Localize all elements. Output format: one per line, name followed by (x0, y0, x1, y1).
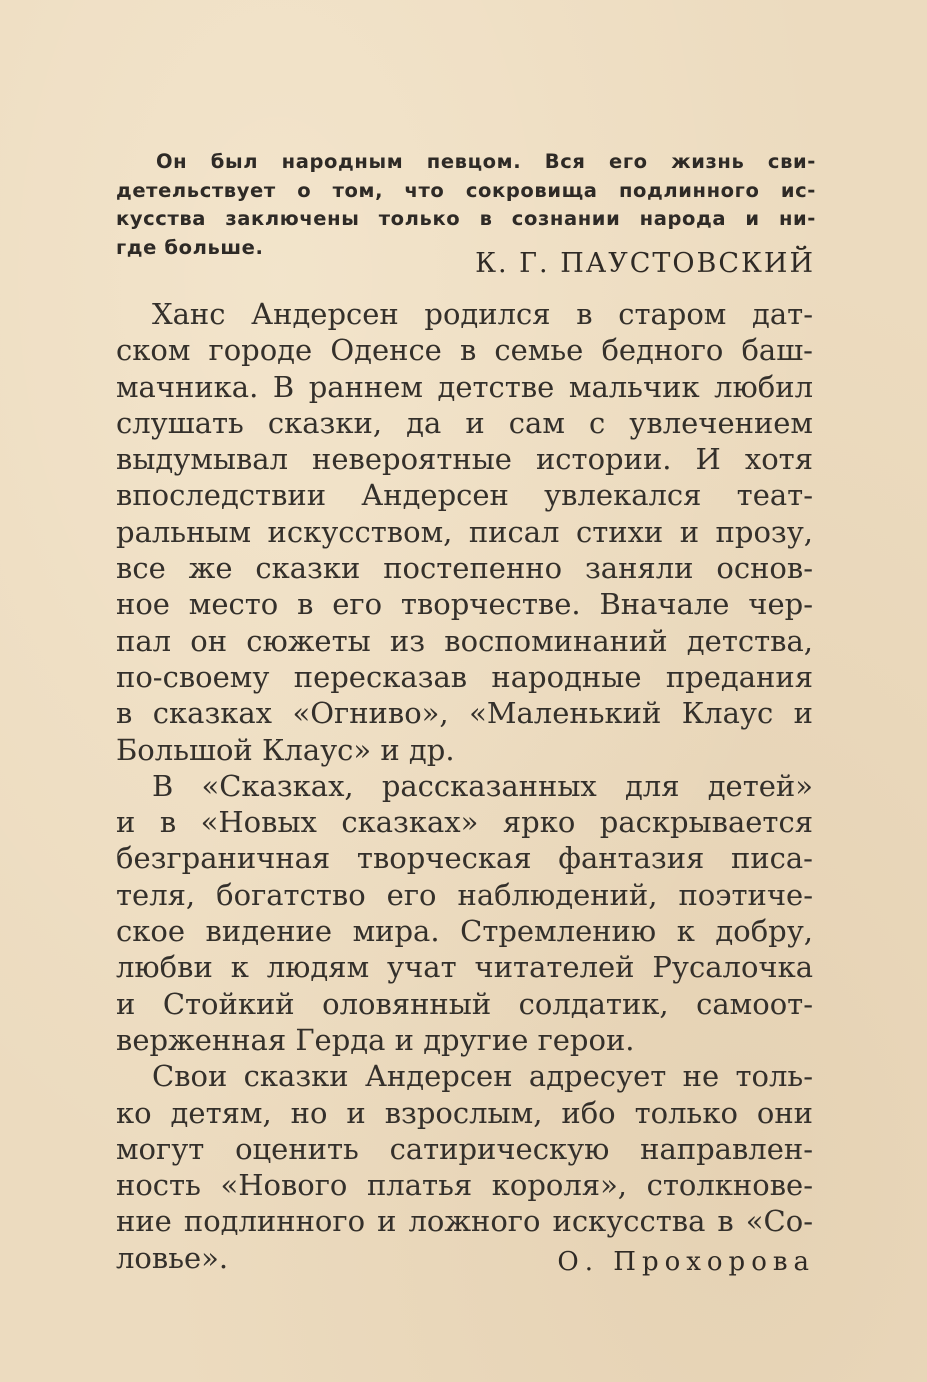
paragraph-line: ское видение мира. Стремлению к добру, (116, 914, 813, 949)
paragraph-line: все же сказки постепенно заняли основ- (116, 551, 813, 586)
epigraph-line: где больше. (116, 235, 264, 259)
paragraph-line: ловье». (116, 1240, 229, 1275)
paragraph-line: могут оценить сатирическую направлен- (116, 1131, 813, 1166)
paragraph-line: впоследствии Андерсен увлекался теат- (116, 478, 813, 513)
paragraph-line: и Стойкий оловянный солдатик, самоот- (116, 986, 813, 1021)
paragraph-line: теля, богатство его наблюдений, поэтиче- (116, 877, 813, 912)
paragraph-line: в сказках «Огниво», «Маленький Клаус и (116, 696, 813, 731)
paragraph-line: пал он сюжеты из воспоминаний детства, (116, 623, 813, 658)
paragraph-line: Большой Клаус» и др. (116, 732, 455, 767)
paragraph-line: по-своему пересказав народные предания (116, 659, 813, 694)
paragraph-line: любви к людям учат читателей Русалочка (116, 950, 813, 985)
paragraph-line: верженная Герда и другие герои. (116, 1022, 635, 1057)
paragraph-line: и в «Новых сказках» ярко раскрывается (116, 805, 813, 840)
epigraph-line: кусства заключены только в сознании народа и ни- (116, 207, 816, 230)
paragraph-line: мачника. В раннем детстве мальчик любил (116, 369, 813, 404)
paragraph-line: выдумывал невероятные истории. И хотя (116, 442, 813, 477)
paragraph-line: ность «Нового платья короля», столкнове- (116, 1168, 813, 1203)
paragraph-line: безграничная творческая фантазия писа- (116, 841, 813, 876)
paragraph-line: ском городе Оденсе в семье бедного баш- (116, 333, 813, 368)
paragraph-line: ние подлинного и ложного искусства в «Со- (116, 1204, 813, 1239)
paragraph-line: Свои сказки Андерсен адресует не толь- (152, 1059, 813, 1094)
epigraph-line: Он был народным певцом. Вся его жизнь сви- (156, 150, 816, 173)
epigraph-line: детельствует о том, что сокровища подлинного ис- (116, 178, 816, 202)
epigraph (116, 148, 816, 262)
epigraph-author: К. Г. ПАУСТОВСКИЙ (475, 248, 815, 279)
paragraph-line: слушать сказки, да и сам с увлечением (116, 405, 813, 440)
paragraph-line: Ханс Андерсен родился в старом дат- (152, 297, 813, 331)
article-body (116, 296, 813, 1276)
paragraph-line: ральным искусством, писал стихи и прозу, (116, 514, 813, 549)
paragraph-line: В «Сказках, рассказанных для детей» (152, 768, 813, 803)
article-signature: О. Прохорова (557, 1247, 815, 1277)
paragraph-line: ное место в его творчестве. Вначале чер- (116, 587, 813, 622)
paragraph-line: ко детям, но и взрослым, ибо только они (116, 1095, 813, 1130)
